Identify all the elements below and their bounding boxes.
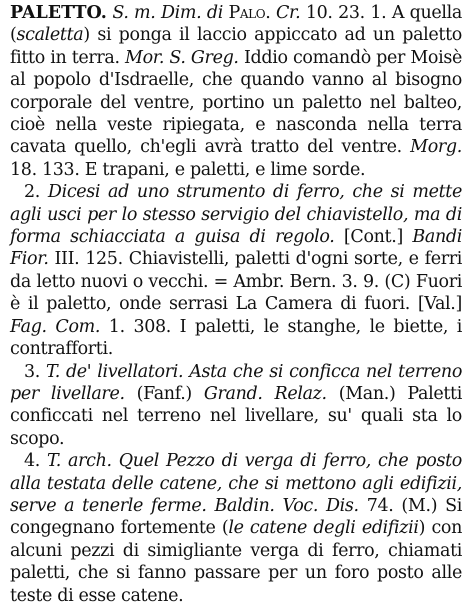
quote-text: 18. 133. E trapani, e paletti, e lime sorde. xyxy=(10,159,366,180)
citation-source: Mor. S. Greg. xyxy=(125,47,239,68)
quote-text: ) con alcuni pezzi di simigliante verga di ferro, chiamati paletti, che si fanno passare per un foro posto alle teste di esse catene. xyxy=(10,518,463,606)
entry-sense-2 xyxy=(10,181,462,360)
sense-definition: T. de' livellatori. Asta che si conficca nel terreno per livellare. xyxy=(10,361,463,404)
entry-sense-4 xyxy=(10,450,462,607)
sense-definition: T. arch. Quel Pezzo di verga di ferro, che posto alla testata delle catene, che si mettono agli edifizii, serve a tenerle ferme. Baldin. Voc. Dis. xyxy=(10,451,462,516)
quote-italic: le catene degli edifizii xyxy=(228,518,419,539)
sense-number: 4. xyxy=(24,451,40,472)
sense-definition: Dicesi ad uno strumento di ferro, che si mette agli usci per lo stesso servigio del chiavistello, ma di forma schiacciata a guisa di regolo. xyxy=(10,182,462,248)
citation-source: Bandi Fior. xyxy=(10,227,462,270)
quote-text: (Man.) Paletti conficcati nel terreno nel livellare, su' quali sta lo scopo. xyxy=(10,383,462,449)
citation-source: Grand. Relaz. xyxy=(203,383,327,404)
grammar-label: S. m. Dim. di xyxy=(112,3,223,23)
entry-sense-1 xyxy=(10,2,462,181)
citation-source: Morg. xyxy=(410,137,462,158)
sense-number: 3. xyxy=(24,361,40,382)
entry-headword: PALETTO. xyxy=(10,3,107,23)
entry-sense-3 xyxy=(10,361,462,451)
quote-text: 74. (M.) Si congegnano fortemente ( xyxy=(10,495,462,539)
quote-text: Iddio comandò per Moisè al popolo d'Isdraelle, che quando vanno al bisogno corporale del ventre, portino un paletto nel balteo, cioè nella veste ripiegata, e nasconda nella terra cavata quello, ch'egli avrà tratto del ventre. xyxy=(10,47,462,158)
quote-text: (Fanf.) xyxy=(136,383,192,404)
citation-source: Cr. xyxy=(275,3,301,23)
quote-text: A quella ( xyxy=(10,3,462,46)
citation-ref: 10. 23. 1. xyxy=(305,3,387,23)
quote-text: ) si ponga il laccio appiccato ad un paletto fitto in terra. xyxy=(10,25,462,68)
quote-text: III. 125. Chiavistelli, paletti d'ogni sorte, e ferri da letto nuovi o vecchi. = Ambr. Bern. 3. 9. (C) Fuori è il paletto, onde serrasi La Camera di fuori. [Val.] xyxy=(10,249,462,315)
dictionary-entry-paletto xyxy=(10,2,462,607)
quote-text: [Cont.] xyxy=(343,227,403,248)
citation-source: Fag. Com. xyxy=(10,316,101,337)
quote-italic: scaletta xyxy=(16,25,84,46)
root-word: Palo. xyxy=(228,3,271,23)
quote-text: 1. 308. I paletti, le stanghe, le biette, i contrafforti. xyxy=(10,316,462,360)
sense-number: 2. xyxy=(24,182,40,203)
